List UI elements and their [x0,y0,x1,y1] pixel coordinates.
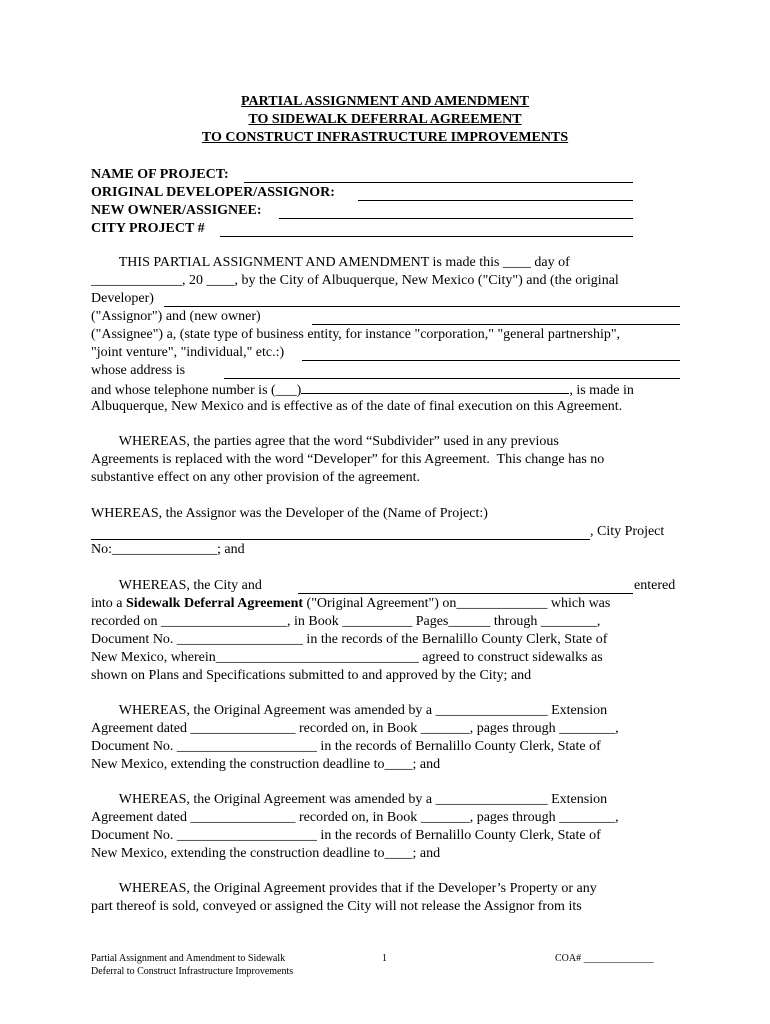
whereas2-line-2: , City Project [590,524,665,539]
project-name-field[interactable] [91,539,590,540]
address-field[interactable] [224,378,680,379]
intro-line-8 [91,380,634,400]
whereas5-line-2: Agreement dated _______________ recorded on, in Book _______, pages through ________, [91,810,619,825]
whereas6-line-2: part thereof is sold, conveyed or assigned the City will not release the Assignor from its [91,899,582,914]
whereas4-line-1: WHEREAS, the Original Agreement was amended by a ________________ Extension [91,703,608,718]
whereas3-line-1b: entered [634,578,676,593]
intro-line-4: ("Assignor") and (new owner) [91,309,261,324]
intro-line-3: Developer) [91,291,154,306]
title-line-3: TO CONSTRUCT INFRASTRUCTURE IMPROVEMENTS [201,130,569,145]
new-owner-label: NEW OWNER/ASSIGNEE: [91,203,262,218]
title-line-1: PARTIAL ASSIGNMENT AND AMENDMENT [241,94,529,109]
name-of-project-field[interactable] [244,182,633,183]
whereas1-line-1: WHEREAS, the parties agree that the word “Subdivider” used in any previous [91,434,559,449]
whereas5-line-4: New Mexico, extending the construction deadline to____; and [91,846,441,861]
sidewalk-deferral-agreement-term: Sidewalk Deferral Agreement [126,596,304,611]
whereas3-original-agreement: ("Original Agreement") on_____________ which was [303,596,611,611]
document-title [0,93,770,147]
footer-left-line-2: Deferral to Construct Infrastructure Improvements [91,966,294,977]
intro-line-1: THIS PARTIAL ASSIGNMENT AND AMENDMENT is made this ____ day of [91,255,570,270]
new-owner-name-field[interactable] [312,324,680,325]
whereas5-line-1: WHEREAS, the Original Agreement was amended by a ________________ Extension [91,792,608,807]
whereas3-into: into a [91,596,126,611]
intro-line-6: "joint venture", "individual," etc.:) [91,345,285,360]
city-project-field[interactable] [220,236,633,237]
original-party-field[interactable] [298,593,633,594]
whereas2-line-1: WHEREAS, the Assignor was the Developer of the (Name of Project:) [91,506,488,521]
business-entity-field[interactable] [302,360,680,361]
telephone-field[interactable] [301,380,569,394]
area-code-field[interactable]: (___) [271,383,302,398]
whereas3-line-2 [91,595,610,613]
whereas3-line-5: New Mexico, wherein_____________________________ agreed to construct sidewalks as [91,650,603,665]
city-project-label: CITY PROJECT # [91,221,205,236]
original-developer-label: ORIGINAL DEVELOPER/ASSIGNOR: [91,185,335,200]
intro-line-9: Albuquerque, New Mexico and is effective as of the date of final execution on this Agreement. [91,399,623,414]
whereas5-line-3: Document No. ____________________ in the records of Bernalillo County Clerk, State of [91,828,601,843]
original-developer-field[interactable] [358,200,633,201]
page-number: 1 [382,953,387,964]
whereas4-line-3: Document No. ____________________ in the records of Bernalillo County Clerk, State of [91,739,601,754]
name-of-project-label: NAME OF PROJECT: [91,167,229,182]
whereas2-line-3: No:_______________; and [91,542,245,557]
title-line-2: TO SIDEWALK DEFERRAL AGREEMENT [248,112,522,127]
footer-left-line-1: Partial Assignment and Amendment to Sidewalk [91,953,286,964]
intro-line-2: _____________, 20 ____, by the City of Albuquerque, New Mexico ("City") and (the original [91,273,619,288]
telephone-suffix: , is made in [569,383,634,398]
whereas1-line-3: substantive effect on any other provision of the agreement. [91,470,421,485]
whereas4-line-2: Agreement dated _______________ recorded on, in Book _______, pages through ________, [91,721,619,736]
new-owner-field[interactable] [279,218,633,219]
whereas3-line-6: shown on Plans and Specifications submitted to and approved by the City; and [91,668,532,683]
whereas6-line-1: WHEREAS, the Original Agreement provides that if the Developer’s Property or any [91,881,597,896]
intro-line-7: whose address is [91,363,186,378]
whereas1-line-2: Agreements is replaced with the word “Developer” for this Agreement. This change has no [91,452,605,467]
coa-number: COA# ______________ [555,953,654,964]
whereas4-line-4: New Mexico, extending the construction deadline to____; and [91,757,441,772]
intro-line-5: ("Assignee") a, (state type of business entity, for instance "corporation," "general partnership", [91,327,621,342]
whereas3-line-4: Document No. __________________ in the records of the Bernalillo County Clerk, State of [91,632,608,647]
telephone-label: and whose telephone number is [91,383,268,398]
whereas3-line-1a: WHEREAS, the City and [91,578,262,593]
whereas3-line-3: recorded on __________________, in Book __________ Pages______ through ________, [91,614,601,629]
original-developer-name-field[interactable] [164,306,680,307]
